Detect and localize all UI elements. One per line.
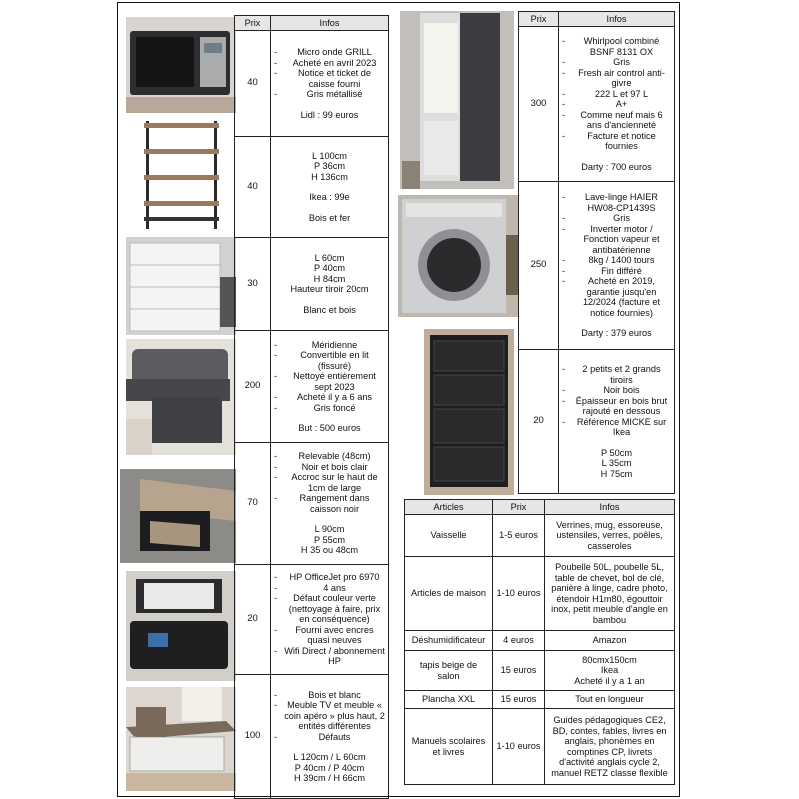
- item-price: 20: [235, 565, 271, 675]
- bullet-text: Fourni avec encres quasi neuves: [295, 624, 374, 646]
- bullet-dash: -: [562, 88, 566, 99]
- item-price: 300: [519, 27, 559, 182]
- bullet-dash: -: [562, 130, 566, 141]
- info-bullet: [562, 255, 671, 266]
- bullet-dash: -: [562, 57, 566, 67]
- bullet-dash: -: [562, 99, 566, 109]
- info-bullet: [274, 493, 385, 514]
- bullet-dash: -: [562, 255, 566, 266]
- bullet-dash: -: [274, 645, 278, 656]
- info-line: Bois et fer: [308, 212, 351, 223]
- item-info: [271, 675, 389, 799]
- bullet-dash: -: [274, 582, 278, 593]
- article-price: 1-10 euros: [493, 557, 545, 631]
- info-bullet: [274, 646, 385, 667]
- bullet-dash: -: [562, 192, 566, 203]
- info-bullet: [562, 276, 671, 318]
- info-line: P 36cm: [314, 161, 345, 172]
- info-line: H 136cm: [311, 171, 348, 182]
- info-bullet: [562, 99, 671, 110]
- bullet-text: Gris: [613, 57, 630, 67]
- item-price: 200: [235, 331, 271, 443]
- info-bullet: [274, 462, 385, 473]
- price-header: Prix: [235, 16, 271, 31]
- info-bullet: [274, 47, 385, 58]
- bullet-text: Lave-linge HAIER HW08-CP1439S: [584, 192, 659, 213]
- bullet-text: Wifi Direct / abonnement HP: [284, 645, 385, 667]
- bullet-text: Noir et bois clair: [301, 461, 368, 472]
- bullet-dash: -: [274, 339, 278, 350]
- info-bullet: [562, 213, 671, 224]
- bullet-text: 4 ans: [323, 582, 346, 593]
- bullet-text: Fin différé: [601, 265, 642, 276]
- info-line: H 84cm: [313, 273, 346, 284]
- item-info: [559, 27, 675, 182]
- bullet-text: Défaut couleur verte (nettoyage à faire, prix en conséquence): [288, 593, 381, 625]
- shelf-photo: [126, 117, 236, 233]
- article-info: Guides pédagogiques CE2, BD, contes, fables, livres en anglais, phonèmes en comptines CP, livrets d'activité anglais cycle 2, manuel RETZ classe flexible: [545, 709, 675, 785]
- item-info: [271, 137, 389, 238]
- bullet-text: Bois et blanc: [308, 689, 361, 700]
- coffee-table-photo: [120, 469, 236, 563]
- article-name: Déshumidificateur: [405, 631, 493, 651]
- item-info: [271, 31, 389, 137]
- item-info: [271, 238, 389, 331]
- bullet-dash: -: [274, 593, 278, 604]
- articles-header: Articles: [405, 500, 493, 515]
- info-bullet: [274, 593, 385, 625]
- info-bullet: [274, 371, 385, 392]
- article-name: Plancha XXL: [405, 691, 493, 709]
- table-row: [405, 631, 675, 651]
- bullet-text: Facture et notice fournies: [587, 130, 656, 151]
- bullet-text: Whirlpool combiné BSNF 8131 OX: [583, 36, 660, 57]
- bullet-dash: -: [274, 572, 278, 583]
- article-name: Articles de maison: [405, 557, 493, 631]
- bullet-dash: -: [562, 276, 566, 287]
- bullet-dash: -: [274, 402, 278, 413]
- bullet-text: Gris foncé: [313, 402, 356, 413]
- info-header: Infos: [545, 500, 675, 515]
- bullet-dash: -: [274, 689, 278, 700]
- info-line: L 60cm: [314, 252, 345, 263]
- article-info: 80cmx150cm Ikea Acheté il y a 1 an: [545, 651, 675, 691]
- bullet-dash: -: [562, 416, 566, 427]
- bullet-dash: -: [274, 493, 278, 504]
- article-price: 15 euros: [493, 651, 545, 691]
- info-header: Infos: [271, 16, 389, 31]
- bullet-dash: -: [274, 700, 278, 710]
- item-price: 40: [235, 137, 271, 238]
- bullet-text: Accroc sur le haut de 1cm de large: [291, 472, 378, 493]
- article-name: Vaisselle: [405, 515, 493, 557]
- article-name: tapis beige de salon: [405, 651, 493, 691]
- price-header: Prix: [493, 500, 545, 515]
- fridge-photo: [400, 11, 514, 189]
- info-line: L 120cm / L 60cm: [293, 752, 366, 762]
- bullet-text: Défauts: [318, 731, 351, 742]
- bullet-text: Acheté en avril 2023: [292, 57, 377, 68]
- bullet-dash: -: [274, 350, 278, 360]
- table-row: [235, 675, 389, 799]
- info-bullet: [562, 36, 671, 57]
- info-line: P 50cm: [601, 447, 632, 458]
- article-name: Manuels scolaires et livres: [405, 709, 493, 785]
- left-items-table: [234, 15, 389, 799]
- articles-table: [404, 499, 675, 785]
- bullet-text: Comme neuf mais 6 ans d'ancienneté: [580, 109, 663, 130]
- table-row: [405, 691, 675, 709]
- info-bullet: [274, 89, 385, 100]
- bullet-text: A+: [615, 99, 628, 109]
- info-bullet: [274, 451, 385, 462]
- listing-page: [117, 2, 680, 797]
- info-line: Darty : 379 euros: [581, 328, 652, 339]
- table-row: [405, 515, 675, 557]
- bullet-dash: -: [562, 223, 566, 234]
- info-bullet: [274, 340, 385, 351]
- bullet-dash: -: [274, 371, 278, 381]
- info-line: But : 500 euros: [298, 423, 361, 433]
- bullet-text: 2 petits et 2 grands tiroirs: [582, 364, 661, 385]
- table-row: [519, 27, 675, 182]
- article-info: Poubelle 50L, poubelle 5L, table de chevet, bol de clé, panière à linge, cadre photo, étendoir H1m80, égouttoir inox, petit meuble d'angle en bambou: [545, 557, 675, 631]
- bullet-text: Noir bois: [603, 385, 640, 395]
- right-items-table: [518, 11, 675, 494]
- tv-cabinet-photo: [126, 687, 236, 791]
- table-row: [235, 565, 389, 675]
- info-bullet: [562, 110, 671, 131]
- info-bullet: [562, 89, 671, 100]
- bullet-text: Méridienne: [311, 339, 358, 350]
- info-bullet: [562, 417, 671, 438]
- bullet-dash: -: [274, 89, 278, 99]
- info-line: H 75cm: [600, 468, 633, 479]
- info-bullet: [274, 732, 385, 743]
- bullet-text: Relevable (48cm): [298, 451, 371, 462]
- bullet-dash: -: [562, 67, 566, 78]
- bullet-dash: -: [562, 385, 566, 395]
- info-bullet: [274, 472, 385, 493]
- bullet-text: HP OfficeJet pro 6970: [289, 572, 380, 583]
- article-price: 1-10 euros: [493, 709, 545, 785]
- info-bullet: [274, 700, 385, 732]
- bullet-dash: -: [562, 213, 566, 224]
- bullet-text: Inverter motor / Fonction vapeur et antibatérienne: [583, 223, 660, 255]
- bullet-dash: -: [562, 395, 566, 406]
- washing-machine-photo: [398, 195, 518, 317]
- bullet-dash: -: [274, 624, 278, 635]
- table-row: [405, 651, 675, 691]
- item-info: [271, 443, 389, 565]
- article-price: 1-5 euros: [493, 515, 545, 557]
- table-row: [235, 31, 389, 137]
- drawer-unit-photo: [126, 237, 236, 335]
- info-line: H 35 ou 48cm: [300, 545, 359, 556]
- item-price: 40: [235, 31, 271, 137]
- info-bullet: [274, 68, 385, 89]
- info-bullet: [562, 224, 671, 256]
- bullet-text: 222 L et 97 L: [594, 88, 649, 99]
- bullet-text: Acheté en 2019, garantie jusqu'en 12/2024 (facture et notice fournies): [582, 276, 661, 318]
- info-line: L 100cm: [312, 150, 347, 161]
- info-bullet: [274, 583, 385, 594]
- bullet-dash: -: [274, 392, 278, 402]
- sofa-photo: [126, 339, 236, 455]
- bullet-dash: -: [274, 68, 278, 78]
- bullet-text: Gris métallisé: [306, 89, 363, 99]
- item-price: 250: [519, 182, 559, 350]
- bullet-text: 8kg / 1400 tours: [588, 255, 655, 266]
- bullet-text: Acheté il y a 6 ans: [296, 392, 373, 402]
- table-row: [405, 709, 675, 785]
- bullet-text: Gris: [613, 213, 630, 224]
- bullet-dash: -: [274, 472, 278, 483]
- bullet-dash: -: [562, 109, 566, 120]
- bullet-text: Rangement dans caisson noir: [299, 493, 370, 514]
- info-bullet: [274, 392, 385, 403]
- info-bullet: [562, 68, 671, 89]
- item-info: [271, 331, 389, 443]
- item-price: 30: [235, 238, 271, 331]
- info-header: Infos: [559, 12, 675, 27]
- info-line: P 55cm: [314, 534, 345, 545]
- bullet-text: Notice et ticket de caisse fourni: [297, 68, 372, 89]
- bullet-text: Fresh air control anti-givre: [578, 67, 665, 88]
- bullet-dash: -: [562, 265, 566, 276]
- price-header: Prix: [519, 12, 559, 27]
- info-line: L 35cm: [601, 458, 632, 468]
- bullet-dash: -: [274, 57, 278, 68]
- info-line: Darty : 700 euros: [581, 161, 652, 172]
- info-line: Lidl : 99 euros: [300, 109, 359, 120]
- info-bullet: [562, 385, 671, 396]
- item-price: 70: [235, 443, 271, 565]
- info-line: Hauteur tiroir 20cm: [290, 284, 369, 295]
- bullet-dash: -: [274, 451, 278, 462]
- info-line: Blanc et bois: [303, 304, 356, 315]
- info-bullet: [562, 192, 671, 213]
- bullet-text: Micro onde GRILL: [297, 47, 372, 57]
- table-row: [519, 182, 675, 350]
- info-bullet: [274, 403, 385, 414]
- info-bullet: [274, 572, 385, 583]
- bullet-text: Nettoyé entièrement sept 2023: [293, 371, 376, 392]
- info-line: L 90cm: [314, 524, 345, 535]
- bullet-dash: -: [562, 364, 566, 374]
- article-info: Verrines, mug, essoreuse, ustensiles, verres, poêles, casseroles: [545, 515, 675, 557]
- bullet-dash: -: [274, 731, 278, 742]
- article-info: Tout en longueur: [545, 691, 675, 709]
- info-line: H 39cm / H 66cm: [294, 773, 365, 783]
- bullet-text: Convertible en lit (fissuré): [300, 350, 369, 371]
- bullet-text: Épaisseur en bois brut rajouté en dessous: [575, 395, 668, 416]
- table-row: [235, 137, 389, 238]
- article-price: 15 euros: [493, 691, 545, 709]
- info-bullet: [562, 57, 671, 68]
- article-info: Amazon: [545, 631, 675, 651]
- info-bullet: [562, 364, 671, 385]
- info-bullet: [274, 350, 385, 371]
- bullet-dash: -: [562, 36, 566, 46]
- table-row: [235, 443, 389, 565]
- info-bullet: [274, 58, 385, 69]
- bullet-text: Meuble TV et meuble « coin apéro » plus haut, 2 entités différentes: [284, 700, 385, 731]
- bullet-text: Référence MICKE sur Ikea: [576, 416, 667, 437]
- info-line: Ikea : 99e: [309, 192, 350, 203]
- info-bullet: [274, 625, 385, 646]
- drawer-cabinet-photo: [424, 329, 514, 495]
- info-line: P 40cm: [314, 263, 345, 274]
- info-line: P 40cm / P 40cm: [294, 762, 365, 773]
- bullet-dash: -: [274, 47, 278, 57]
- printer-photo: [126, 571, 236, 681]
- bullet-dash: -: [274, 461, 278, 472]
- item-info: [559, 350, 675, 494]
- info-bullet: [562, 266, 671, 277]
- table-row: [405, 557, 675, 631]
- article-price: 4 euros: [493, 631, 545, 651]
- microwave-photo: [126, 17, 236, 113]
- item-price: 20: [519, 350, 559, 494]
- info-bullet: [562, 131, 671, 152]
- table-row: [519, 350, 675, 494]
- item-info: [559, 182, 675, 350]
- table-row: [235, 238, 389, 331]
- item-info: [271, 565, 389, 675]
- table-row: [235, 331, 389, 443]
- item-price: 100: [235, 675, 271, 799]
- info-bullet: [562, 396, 671, 417]
- info-bullet: [274, 690, 385, 701]
